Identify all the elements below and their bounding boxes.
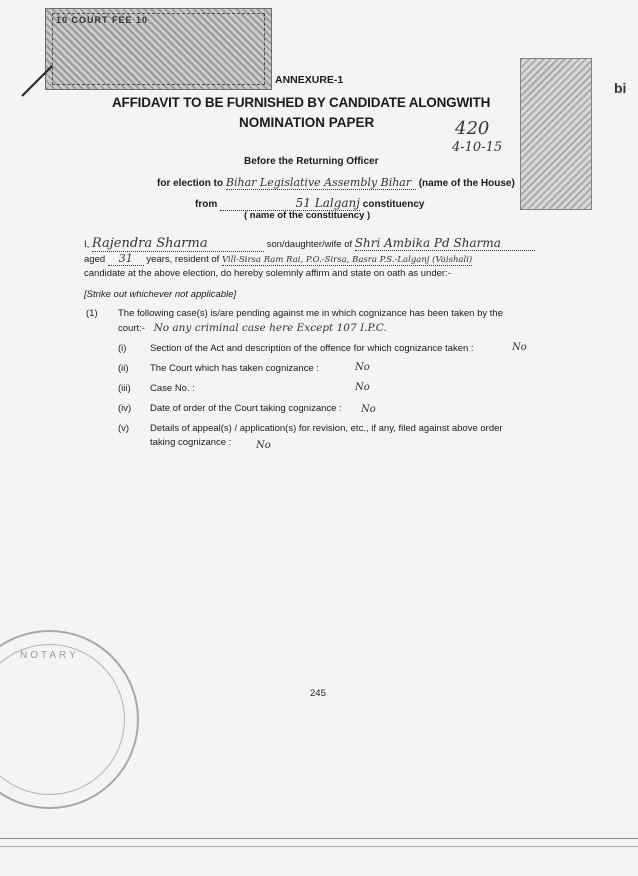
sub-item-answer: No (512, 342, 527, 353)
constituency-caption: ( name of the constituency ) (244, 210, 371, 221)
from-label: from (195, 199, 218, 210)
bottom-rule-2 (0, 846, 638, 847)
sub-item-answer: No (361, 404, 376, 415)
sub-item-text: Section of the Act and description of the offence for which cognizance taken : (150, 343, 474, 354)
page-number: 245 (310, 688, 326, 699)
election-line (157, 176, 515, 190)
strike-note: [Strike out whichever not applicable] (84, 289, 237, 300)
sub-item-answer: No (355, 382, 370, 393)
item-1-text: The following case(s) is/are pending against me in which cognizance has been taken by the (118, 308, 503, 319)
notary-seal (0, 630, 139, 809)
from-line (195, 196, 424, 211)
sub-item-text: The Court which has taken cognizance : (150, 363, 319, 374)
aged-value: 31 (108, 252, 144, 266)
pen-stroke-mark (18, 62, 58, 102)
court-line (118, 322, 387, 334)
sub-item-number: (v) (118, 423, 130, 434)
margin-note: 420 (455, 118, 490, 139)
court-label: court:- (118, 323, 145, 334)
margin-date: 4-10-15 (452, 140, 503, 155)
seal-label: NOTARY (20, 650, 79, 661)
sub-item-number: (i) (118, 343, 127, 354)
relation-label: son/daughter/wife of (266, 239, 353, 250)
sub-item-text: Details of appeal(s) / application(s) for revision, etc., if any, filed against above order (150, 423, 503, 434)
court-fee-stamp (45, 8, 272, 90)
annexure-label: ANNEXURE-1 (275, 74, 344, 86)
deponent-name: Rajendra Sharma (92, 236, 264, 252)
corner-mark: bi (614, 80, 627, 96)
court-value: No any criminal case here Except 107 I.P.C. (153, 322, 387, 334)
aged-line (84, 252, 472, 266)
from-suffix: constituency (362, 199, 425, 210)
deponent-line (84, 236, 535, 252)
title-line-2: NOMINATION PAPER (239, 115, 375, 130)
election-suffix: (name of the House) (418, 178, 515, 189)
revenue-stamp (520, 58, 592, 210)
sub-item-text: Date of order of the Court taking cognizance : (150, 403, 342, 414)
deponent-prefix: I, (84, 239, 90, 250)
resident-value: Vill-Sirsa Ram Rai, P.O.-Sirsa, Basra P.S.-Lalganj (Vaishali) (221, 255, 473, 265)
relation-name: Shri Ambika Pd Sharma (355, 236, 535, 251)
election-value: Bihar Legislative Assembly Bihar (226, 176, 416, 190)
item-1-number: (1) (86, 308, 98, 319)
seal-ring (0, 644, 125, 795)
sub-item-text: Case No. : (150, 383, 195, 394)
bottom-rule (0, 838, 638, 839)
aged-label: aged (84, 254, 106, 265)
sub-item-answer: No (355, 362, 370, 373)
sub-item-text-continued: taking cognizance : (150, 437, 232, 448)
sub-item-number: (ii) (118, 363, 129, 374)
before-officer: Before the Returning Officer (244, 156, 379, 167)
resident-label: years, resident of (146, 254, 220, 265)
from-value: 51 Lalganj (220, 196, 360, 211)
election-label: for election to (157, 178, 224, 189)
sub-item-number: (iii) (118, 383, 131, 394)
sub-item-answer: No (256, 440, 271, 451)
sub-item-number: (iv) (118, 403, 132, 414)
title-line-1: AFFIDAVIT TO BE FURNISHED BY CANDIDATE ALONGWITH (112, 95, 491, 110)
oath-line: candidate at the above election, do hereby solemnly affirm and state on oath as under:- (84, 268, 451, 279)
stamp-label: 10 COURT FEE 10 (56, 15, 149, 25)
